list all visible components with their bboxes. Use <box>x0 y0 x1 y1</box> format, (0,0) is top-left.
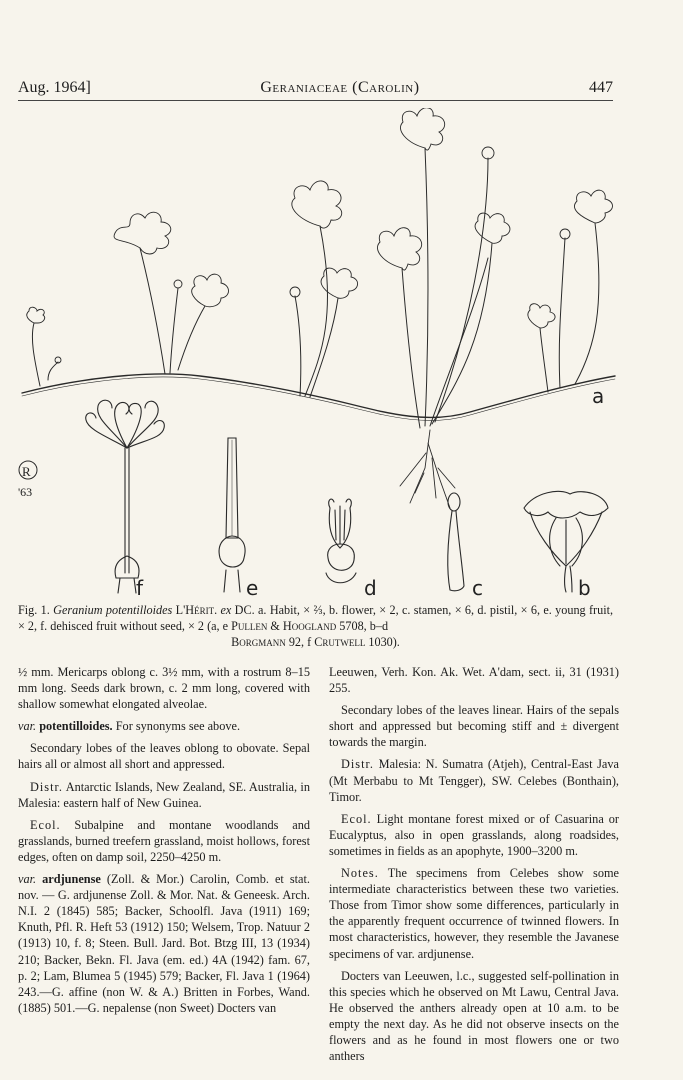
caption-collector1: Pullen & Hoogland <box>231 619 337 633</box>
right-paragraph-5: Docters van Leeuwen, l.c., suggested self-pollination in this species which he observed on Mt Lawu, Central Java. He observed the anthers already open at 10 a.m. to be empty the next day. As he did not observe insects on the flowers and as he found in most flowers one or two anthers <box>329 968 619 1064</box>
var1-name: potentilloides. <box>39 719 113 734</box>
right-notes <box>329 865 619 962</box>
var1-label: var. <box>18 719 37 734</box>
creeping-stem <box>22 374 615 417</box>
leaves <box>27 108 613 328</box>
panel-label-e: e <box>246 576 259 598</box>
right-notes-text: The specimens from Celebes show some intermediate characteristics between these two varieties. Those from Timor show some differences, particularly in the apparently frequent occurrence of twinned flowers. In most characteristics, however, they resemble the Javanese specimens of var. ardjunense. <box>329 866 619 961</box>
right-distribution <box>329 756 619 804</box>
young-fruit-e <box>219 438 245 592</box>
header-rule <box>18 100 613 101</box>
var2-label: var. <box>18 872 37 887</box>
right-distr-text: Malesia: N. Sumatra (Atjeh), Central-East Java (Mt Merbabu to Mt Tengger), SW. Celebes (Bonthain), Timor. <box>329 757 619 804</box>
panel-label-c: c <box>472 576 483 598</box>
left-paragraph-1: ½ mm. Mericarps oblong c. 3½ mm, with a rostrum 8–15 mm long. Seeds dark brown, c. 2 mm long, covered with shallow somewhat elongated alveolae. <box>18 665 310 712</box>
caption-ex: ex <box>220 603 232 617</box>
panel-label-a: a <box>592 384 605 408</box>
panel-label-d: d <box>364 576 377 598</box>
caption-num2: 92, f <box>288 635 312 649</box>
right-paragraph-1: Leeuwen, Verh. Kon. Ak. Wet. A'dam, sect. ii, 31 (1931) 255. <box>329 665 619 696</box>
caption-collector2: Borgmann <box>231 635 286 649</box>
right-paragraph-2: Secondary lobes of the leaves linear. Hairs of the sepals short and appressed but becoming stiff and ± divergent towards the margin. <box>329 703 619 750</box>
var2-name: ardjunense <box>42 872 101 887</box>
panel-label-f: f <box>136 576 144 598</box>
flower-buds <box>55 147 570 363</box>
var1-text: For synonyms see above. <box>115 719 241 734</box>
running-header <box>18 76 613 100</box>
left-column <box>18 664 310 1022</box>
caption-collector3: Crutwell <box>314 635 366 649</box>
caption-author: L'Hérit. <box>175 603 218 617</box>
panel-label-b: b <box>578 576 591 598</box>
left-distr-label: Distr. <box>30 779 63 794</box>
figure-caption <box>18 602 613 650</box>
right-ecology <box>329 811 619 859</box>
header-page-number: 447 <box>588 79 613 96</box>
caption-num1: 5708, b–d <box>339 619 389 633</box>
left-variety2 <box>18 871 310 1016</box>
illustration-svg <box>0 108 683 598</box>
right-ecol-label: Ecol. <box>341 811 372 826</box>
left-variety-heading <box>18 718 310 734</box>
monogram: R <box>22 464 31 479</box>
caption-species: Geranium potentilloides <box>53 603 173 617</box>
roots <box>400 430 455 508</box>
var2-text: (Zoll. & Mor.) Carolin, Comb. et stat. nov. — G. ardjunense Zoll. & Mor. Nat. & Geneesk. Arch. N.I. 2 (1845) 585; Backer, Schoolfl. Java (1911) 169; Knuth, Pfl. R. Heft 53 (1912) 150; Welsem, Trop. Natuur 2 (1913) 10, f. 8; Steen. Bull. Jard. Bot. Btzg III, 13 (1934) 210; Backer, Bekn. Fl. Java (em. ed.) 4A (1942) fam. 67, p. 2; Lam, Blumea 5 (1945) 579; Backer, Fl. Java 1 (1964) 243.—G. affine (non W. & A.) Britten in Forbes, Wand. (1885) 501.—G. nepalense (non Sweet) Docters van <box>18 872 310 1015</box>
header-date: Aug. 1964] <box>18 79 91 96</box>
right-column <box>329 664 619 1070</box>
left-paragraph-2: Secondary lobes of the leaves oblong to obovate. Sepal hairs all or almost all short and appressed. <box>18 741 310 772</box>
flower-b <box>524 491 608 592</box>
caption-text: a. Habit, × ⅔, b. flower, × 2, c. stamen, × 6, d. pistil, × 6, e. young fruit, × 2, f. dehisced fruit without seed, × 2 (a, e <box>18 603 614 633</box>
left-distr-text: Antarctic Islands, New Zealand, SE. Australia, in Malesia: eastern half of New Guinea. <box>18 779 310 810</box>
right-notes-label: Notes. <box>341 866 379 881</box>
botanical-illustration <box>0 108 683 598</box>
header-running-title: Geraniaceae (Carolin) <box>260 79 420 96</box>
right-ecol-text: Light montane forest mixed or of Casuarina or Eucalyptus, also in open grasslands, along roadsides, sometimes in fields as an apophyte, 1900–3200 m. <box>329 811 620 858</box>
left-ecol-text: Subalpine and montane woodlands and grasslands, burned treefern grassland, moist hollows, forest edges, often on damp soil, 2250–4250 m. <box>18 817 310 864</box>
caption-num3: 1030). <box>368 635 400 649</box>
right-distr-label: Distr. <box>341 757 374 772</box>
left-ecol-label: Ecol. <box>30 817 61 832</box>
left-ecology <box>18 817 310 865</box>
stems <box>32 148 599 428</box>
left-distribution <box>18 779 310 811</box>
year-mark: '63 <box>18 485 33 499</box>
caption-fig: Fig. 1. <box>18 603 50 617</box>
caption-author2: DC. <box>234 603 255 617</box>
pistil-d <box>326 499 356 583</box>
dehisced-fruit-f <box>86 400 165 593</box>
